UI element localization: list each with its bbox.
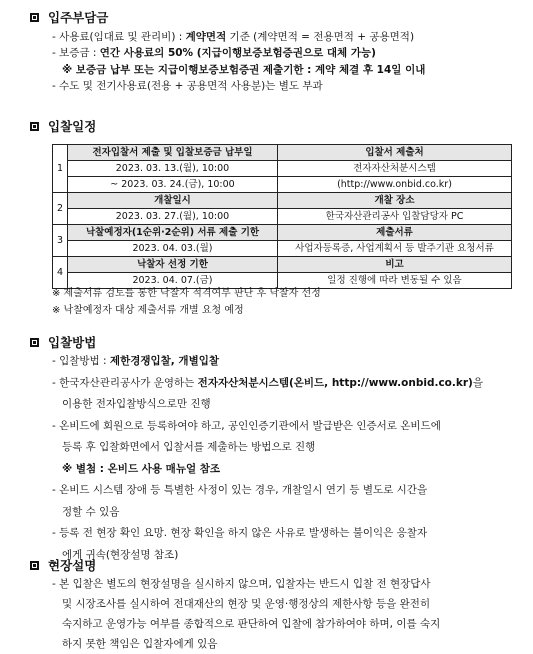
deposit-line-2: - 보증금 : 연간 사용료의 50% (지급이행보증보험증권으로 대체 가능) xyxy=(52,47,376,60)
table-row xyxy=(53,161,512,177)
schedule-note-2: ※ 낙찰예정자 대상 제출서류 개별 요청 예정 xyxy=(52,305,244,316)
row-number: 4 xyxy=(53,257,68,289)
table-cell: 2023. 04. 07.(금) xyxy=(68,273,278,289)
method-line-5: - 온비드 시스템 장애 등 특별한 사정이 있는 경우, 개찰일시 연기 등 별도로 시간을 xyxy=(52,484,428,496)
method-line-3: - 온비드에 회원으로 등록하여야 하고, 공인인증기관에서 발급받은 인증서로 온비드에 xyxy=(52,419,441,432)
method-line-2: - 한국자산관리공사가 운영하는 전자자산처분시스템(온비드, http://www.onbid.co.kr)을 xyxy=(52,376,483,389)
site-line-2: 및 시장조사를 실시하여 전대재산의 현장 및 운영·행정상의 제한사항 등을 완전히 xyxy=(62,598,431,610)
deposit-line-4: - 수도 및 전기사용료(전용 + 공용면적 사용분)는 별도 부과 xyxy=(52,79,323,92)
table-cell: 2023. 03. 13.(월), 10:00 xyxy=(68,161,278,177)
schedule-table xyxy=(52,144,512,289)
method-line-6-cont: 에게 귀속(현장설명 참조) xyxy=(62,548,179,561)
square-bullet-icon xyxy=(30,561,39,570)
method-line-6: - 등록 전 현장 확인 요망. 현장 확인을 하지 않은 사유로 발생하는 불이익은 응찰자 xyxy=(52,527,428,539)
table-cell: 2023. 03. 27.(월), 10:00 xyxy=(68,209,278,225)
table-header-cell: 전자입찰서 제출 및 입찰보증금 납부일 xyxy=(68,145,278,161)
site-line-4: 하지 못한 책임은 입찰자에게 있음 xyxy=(62,638,218,650)
square-bullet-icon xyxy=(30,122,39,131)
method-line-3-cont: 등록 후 입찰화면에서 입찰서를 제출하는 방법으로 진행 xyxy=(62,441,316,453)
section-heading-schedule: 입찰일정 xyxy=(30,117,96,136)
section-heading-site: 현장설명 xyxy=(30,556,96,575)
row-number: 3 xyxy=(53,225,68,257)
site-line-3: 숙지하고 운영가능 여부를 종합적으로 판단하여 입찰에 참가하여야 하며, 이를 숙지 xyxy=(62,618,441,630)
table-header-cell: 낙찰예정자(1순위·2순위) 서류 제출 기한 xyxy=(68,225,278,241)
table-cell: 일정 진행에 따라 변동될 수 있음 xyxy=(278,273,512,289)
square-bullet-icon xyxy=(30,13,39,22)
method-line-5-cont: 정할 수 있음 xyxy=(62,505,120,518)
deposit-line-3: ※ 보증금 납부 또는 지급이행보증보험증권 제출기한 : 계약 체결 후 14일 이내 xyxy=(62,63,426,76)
deposit-line-1: - 사용료(임대료 및 관리비) : 계약면적 기준 (계약면적 = 전용면적 + 공용면적) xyxy=(52,31,415,43)
table-row xyxy=(53,193,512,209)
table-row xyxy=(53,257,512,273)
table-row xyxy=(53,145,512,161)
table-cell: ~ 2023. 03. 24.(금), 10:00 xyxy=(68,177,278,193)
table-row xyxy=(53,241,512,257)
table-cell: 사업자등록증, 사업계획서 등 발주기관 요청서류 xyxy=(278,241,512,257)
table-header-cell: 제출서류 xyxy=(278,225,512,241)
table-cell: 전자자산처분시스템 xyxy=(278,161,512,177)
table-cell: 2023. 04. 03.(월) xyxy=(68,241,278,257)
table-header-cell: 낙찰자 선정 기한 xyxy=(68,257,278,273)
table-row xyxy=(53,177,512,193)
table-header-cell: 개찰일시 xyxy=(68,193,278,209)
method-line-4: ※ 별첨 : 온비드 사용 매뉴얼 참조 xyxy=(62,462,221,475)
table-row xyxy=(53,225,512,241)
section-heading-deposit: 입주부담금 xyxy=(30,8,108,27)
square-bullet-icon xyxy=(30,338,39,347)
row-number: 1 xyxy=(53,145,68,193)
table-cell: 한국자산관리공사 입찰담당자 PC xyxy=(278,209,512,225)
deposit-body xyxy=(52,29,512,94)
table-row xyxy=(53,209,512,225)
row-number: 2 xyxy=(53,193,68,225)
table-header-cell: 비고 xyxy=(278,257,512,273)
table-cell: (http://www.onbid.co.kr) xyxy=(278,177,512,193)
site-body xyxy=(52,574,512,654)
method-body xyxy=(52,351,512,566)
method-line-1: - 입찰방법 : 제한경쟁입찰, 개별입찰 xyxy=(52,355,219,367)
schedule-note-1: ※ 제출서류 검토를 통한 낙찰자 적격여부 판단 후 낙찰자 선정 xyxy=(52,288,321,299)
section-heading-method: 입찰방법 xyxy=(30,333,96,352)
table-header-cell: 개찰 장소 xyxy=(278,193,512,209)
method-line-2-cont: 이용한 전자입찰방식으로만 진행 xyxy=(62,398,211,410)
site-line-1: - 본 입찰은 별도의 현장설명을 실시하지 않으며, 입찰자는 반드시 입찰 전 현장답사 xyxy=(52,578,431,590)
table-header-cell: 입찰서 제출처 xyxy=(278,145,512,161)
